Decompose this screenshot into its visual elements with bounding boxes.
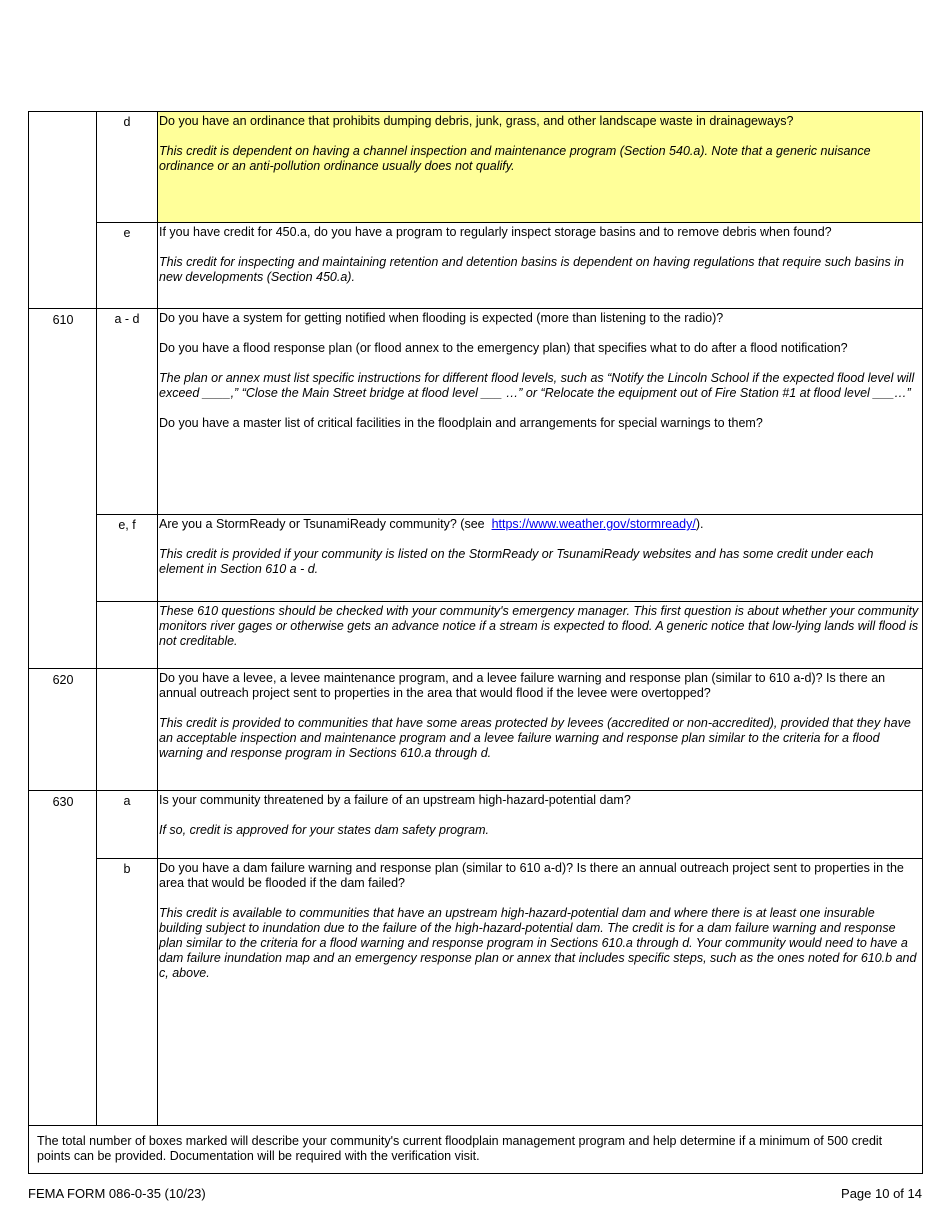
row-610-e-f [29, 515, 922, 601]
subsection-label: a [123, 794, 131, 808]
question-text: If you have credit for 450.a, do you have a program to regularly inspect storage basins and to remove debris when found? [159, 225, 832, 239]
total-boxes-note: The total number of boxes marked will describe your community's current floodplain management program and help determine if a minimum of 500 credit points can be provided. Documentation will be required with the verification visit. [29, 1125, 922, 1173]
row-e [29, 223, 922, 308]
question-text-end: ). [695, 517, 704, 531]
credit-note: If so, credit is approved for your states dam safety program. [159, 823, 490, 837]
question-text: Do you have a system for getting notified when flooding is expected (more than listening to the radio)? [159, 311, 724, 325]
row-d [29, 112, 922, 222]
question-text-start: Are you a StormReady or TsunamiReady community? (see [159, 517, 485, 531]
row-610-e-f-content [158, 515, 920, 601]
question-text: Do you have a master list of critical facilities in the floodplain and arrangements for special warnings to them? [159, 416, 763, 430]
row-630-b [29, 859, 922, 1125]
row-630-a [29, 791, 922, 858]
row-d-content [158, 112, 920, 222]
row-630-a-content [158, 791, 920, 858]
subsection-label: e, f [118, 518, 136, 532]
section-number: 610 [52, 313, 74, 327]
row-630-b-content [158, 859, 920, 1125]
section-number: 620 [52, 673, 74, 687]
subsection-label: b [123, 862, 131, 876]
question-text: Do you have an ordinance that prohibits dumping debris, junk, grass, and other landscape waste in drainageways? [159, 114, 794, 128]
row-e-content [158, 223, 920, 308]
section-number: 630 [52, 795, 74, 809]
credit-questions-table [28, 111, 923, 1174]
credit-note: This credit for inspecting and maintaining retention and detention basins is dependent on having regulations that require such basins in new developments (Section 450.a). [159, 255, 904, 284]
row-610-note-content [158, 602, 920, 668]
credit-note: This credit is dependent on having a channel inspection and maintenance program (Section 540.a). Note that a generic nuisance ordinance or an anti-pollution ordinance usually does not qualify. [159, 144, 871, 173]
row-620-content [158, 669, 920, 790]
credit-note: This credit is provided to communities that have some areas protected by levees (accredited or non-accredited), provided that they have an acceptable inspection and maintenance program and a levee failure warning and response plan similar to the criteria for a flood warning and response program in Sections 610.a through d. [159, 716, 911, 760]
row-610-a-d-content [158, 309, 920, 515]
row-620 [29, 669, 922, 790]
row-610-note [29, 602, 922, 668]
page-number: Page 10 of 14 [841, 1186, 922, 1201]
question-text [159, 517, 920, 532]
question-text: Do you have a levee, a levee maintenance program, and a levee failure warning and response plan (similar to 610 a-d)? Is there an annual outreach project sent to properties in the area that would flood if the levee were overtopped? [159, 671, 886, 700]
row-610-a-d [29, 309, 922, 515]
question-text: Do you have a flood response plan (or flood annex to the emergency plan) that specifies what to do after a flood notification? [159, 341, 848, 355]
subsection-label: a - d [114, 312, 140, 326]
credit-note: This credit is available to communities that have an upstream high-hazard-potential dam and where there is at least one insurable building subject to inundation due to the failure of the high-hazard-potential dam. The credit is for a dam failure warning and response plan similar to the criteria for a flood warning and response program in Sections 610.a through d. Your community would need to have a dam failure inundation map and an emergency response plan or annex that includes specific steps, such as the ones noted for 610.b and c, above. [159, 906, 917, 980]
credit-note: This credit is provided if your community is listed on the StormReady or TsunamiReady websites and has some credit under each element in Section 610 a - d. [159, 547, 874, 576]
question-text: Is your community threatened by a failure of an upstream high-hazard-potential dam? [159, 793, 631, 807]
credit-note: The plan or annex must list specific instructions for different flood levels, such as “Notify the Lincoln School if the expected flood level will exceed ____,” “Close the Main Street bridge at flood level ___ …” or “Relocate the equipment out of Fire Station #1 at flood level ___…” [159, 371, 915, 400]
form-identifier: FEMA FORM 086-0-35 (10/23) [28, 1186, 206, 1201]
question-text: Do you have a dam failure warning and response plan (similar to 610 a-d)? Is there an annual outreach project sent to properties in the area that would be flooded if the dam failed? [159, 861, 904, 890]
subsection-label: d [123, 115, 131, 129]
stormready-link[interactable]: https://www.weather.gov/stormready/ [491, 517, 696, 531]
credit-note: These 610 questions should be checked with your community's emergency manager. This first question is about whether your community monitors river gages or otherwise gets an advance notice if a stream is expected to flood. A generic notice that low-lying lands will flood is not creditable. [159, 604, 919, 648]
subsection-label: e [123, 226, 131, 240]
